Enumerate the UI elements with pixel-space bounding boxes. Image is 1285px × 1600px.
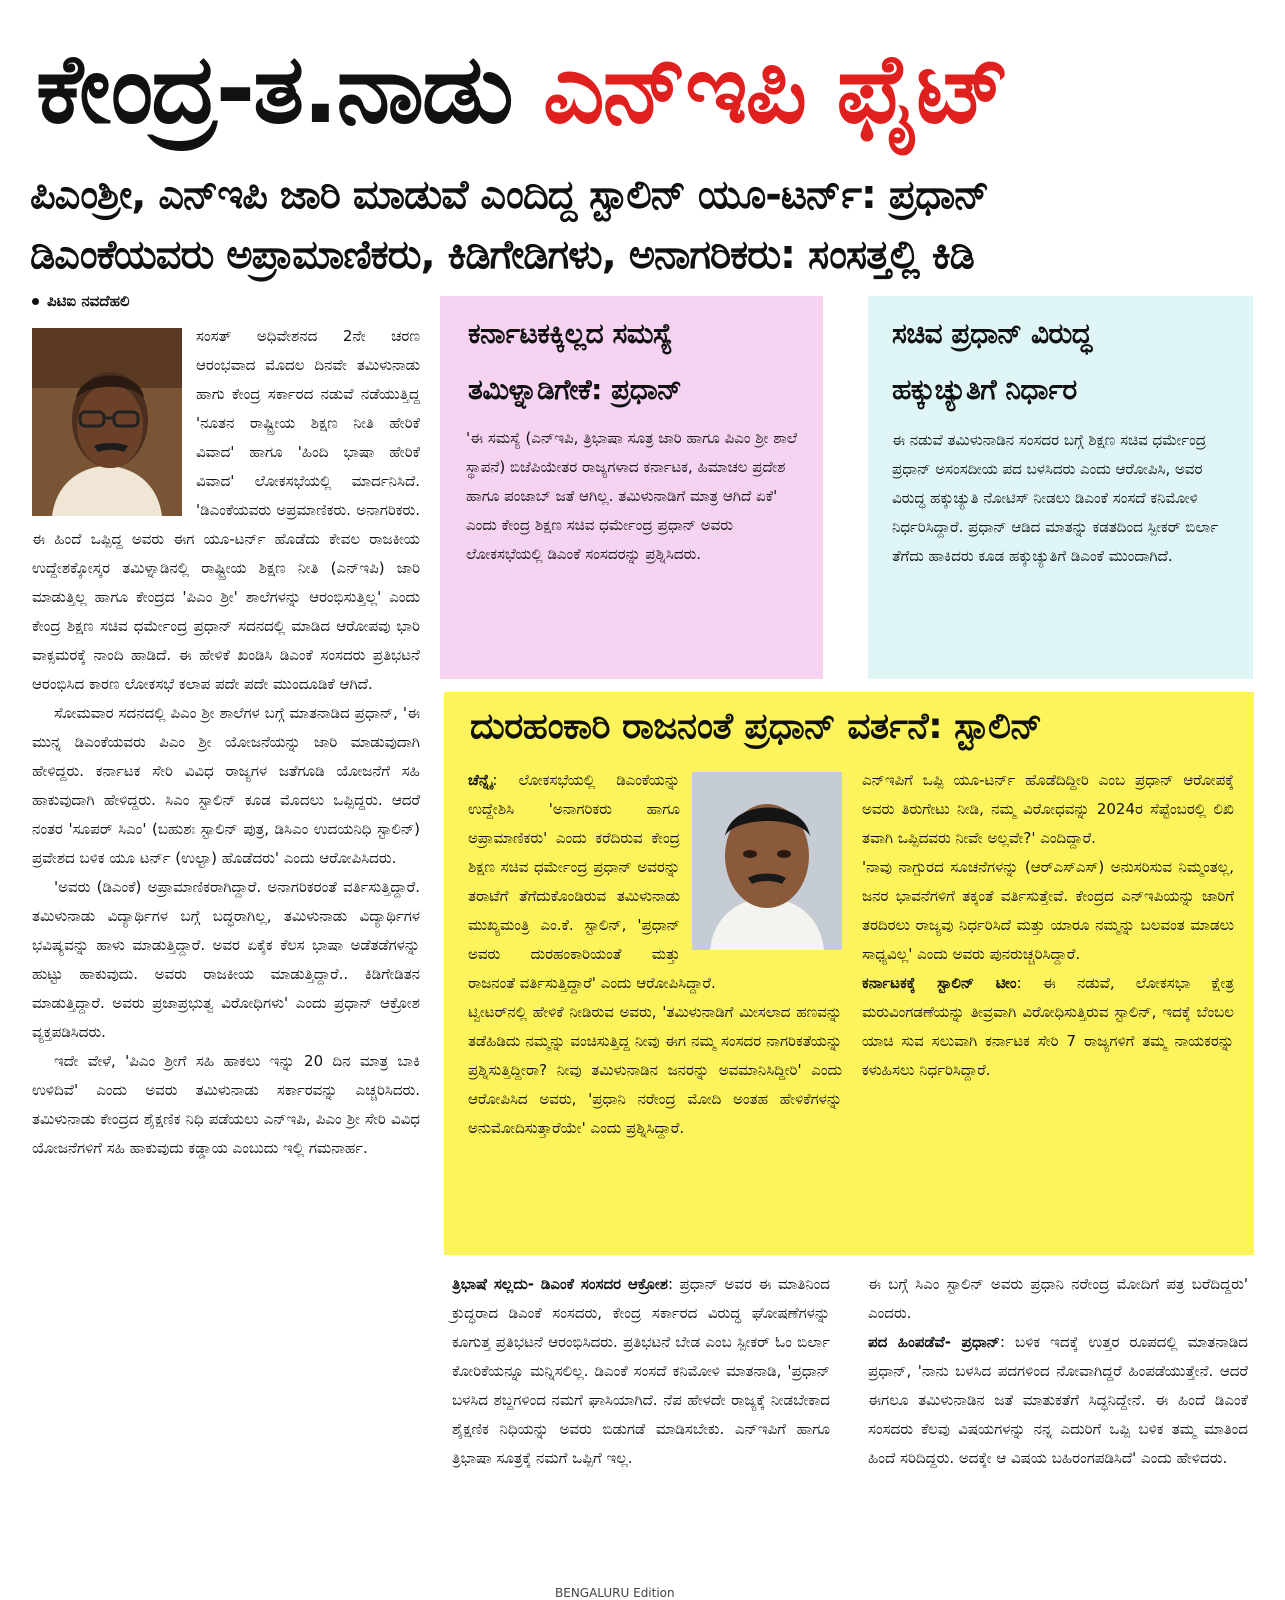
cyan-title-line-1: ಸಚಿವ ಪ್ರಧಾನ್ ವಿರುದ್ಧ bbox=[892, 317, 1092, 350]
yellow-left-column bbox=[468, 766, 842, 1143]
headline-black: ಕೇಂದ್ರ-ತ.ನಾಡು bbox=[36, 33, 512, 145]
bottom-right-paragraph-2 bbox=[868, 1328, 1248, 1473]
edition-footer: BENGALURU Edition bbox=[555, 1586, 675, 1600]
bullet-icon bbox=[32, 298, 39, 305]
bottom-middle-kicker: ತ್ರಿಭಾಷೆ ಸಲ್ಲದು- ಡಿಎಂಕೆ ಸಂಸದರ ಆಕ್ರೋಶ bbox=[452, 1275, 669, 1293]
dateline bbox=[32, 292, 130, 310]
dateline-text: ಪಿಟಿಐ ನವದೆಹಲಿ bbox=[47, 292, 130, 310]
cyan-title-line-2: ಹಕ್ಕುಚ್ಯುತಿಗೆ ನಿರ್ಧಾರ bbox=[892, 373, 1077, 406]
pink-box-title bbox=[440, 296, 823, 418]
left-paragraph-2: ಸೋಮವಾರ ಸದನದಲ್ಲಿ ಪಿಎಂ ಶ್ರೀ ಶಾಲೆಗಳ ಬಗ್ಗೆ ಮಾತನಾಡಿದ ಪ್ರಧಾನ್, 'ಈ ಮುನ್ನ ಡಿಎಂಕೆಯವರು ಪಿಎಂ ಶ್ರೀ ಯೋಜನೆಯನ್ನು ಜಾರಿ ಮಾಡುವುದಾಗಿ ಹೇಳಿದ್ದರು. ಕರ್ನಾಟಕ ಸೇರಿ ವಿವಿಧ ರಾಜ್ಯಗಳ ಜತೆಗೂಡಿ ಯೋಜನೆಗೆ ಸಹಿ ಹಾಕುವುದಾಗಿ ಹೇಳಿದ್ದರು. ಸಿಎಂ ಸ್ಟಾಲಿನ್ ಕೂಡ ಮೊದಲು ಒಪ್ಪಿದ್ದರು. ಆದರೆ ನಂತರ 'ಸೂಪರ್ ಸಿಎಂ' (ಬಹುಶಃ ಸ್ಟಾಲಿನ್ ಪುತ್ರ, ಡಿಸಿಎಂ ಉದಯನಿಧಿ ಸ್ಟಾಲಿನ್) ಪ್ರವೇಶದ ಬಳಿಕ ಯೂ ಟರ್ನ್ (ಉಲ್ಟಾ) ಹೊಡೆದರು' ಎಂದು ಆರೋಪಿಸಿದರು. bbox=[32, 704, 420, 867]
left-paragraph-4: ಇದೇ ವೇಳೆ, 'ಪಿಎಂ ಶ್ರೀಗೆ ಸಹಿ ಹಾಕಲು ಇನ್ನು 20 ದಿನ ಮಾತ್ರ ಬಾಕಿ ಉಳಿದಿವೆ' ಎಂದು ಅವರು ತಮಿಳುನಾಡು ಸರ್ಕಾರವನ್ನು ಎಚ್ಚರಿಸಿದರು. ತಮಿಳುನಾಡು ಕೇಂದ್ರದ ಶೈಕ್ಷಣಿಕ ನಿಧಿ ಪಡೆಯಲು ಎನ್‌ಇಪಿ, ಪಿಎಂ ಶ್ರೀ ಸೇರಿ ವಿವಿಧ ಯೋಜನೆಗಳಿಗೆ ಸಹಿ ಹಾಕುವುದು ಕಡ್ಡಾಯ ಎಂಬುದು ಇಲ್ಲಿ ಗಮನಾರ್ಹ. bbox=[32, 1052, 420, 1157]
bottom-right-paragraph-1: ಈ ಬಗ್ಗೆ ಸಿಎಂ ಸ್ಟಾಲಿನ್ ಅವರು ಪ್ರಧಾನಿ ನರೇಂದ್ರ ಮೋದಿಗೆ ಪತ್ರ ಬರೆದಿದ್ದರು' ಎಂದರು. bbox=[868, 1275, 1248, 1322]
bottom-right-text: : ಬಳಿಕ ಇದಕ್ಕೆ ಉತ್ತರ ರೂಪದಲ್ಲಿ ಮಾತನಾಡಿದ ಪ್ರಧಾನ್, 'ನಾನು ಬಳಸಿದ ಪದಗಳಿಂದ ನೋವಾಗಿದ್ದರೆ ಹಿಂಪಡೆಯುತ್ತೇನೆ. ಆದರೆ ಈಗಲೂ ತಮಿಳುನಾಡಿನ ಜತೆ ಮಾತುಕತೆಗೆ ಸಿದ್ಧನಿದ್ದೇನೆ. ಈ ಹಿಂದೆ ಡಿಎಂಕೆ ಸಂಸದರು ಕೆಲವು ವಿಷಯಗಳನ್ನು ನನ್ನ ಎದುರಿಗೆ ಒಪ್ಪಿ ಬಳಿಕ ತಮ್ಮ ಮಾತಿಂದ ಹಿಂದೆ ಸರಿದಿದ್ದರು. ಅದಕ್ಕೇ ಆ ವಿಷಯ ಬಹಿರಂಗಪಡಿಸಿದೆ' ಎಂದು ಹೇಳಿದರು. bbox=[868, 1333, 1248, 1467]
yellow-dateline: ಚೆನ್ನೈ bbox=[468, 771, 493, 789]
bottom-middle-text: : ಪ್ರಧಾನ್ ಅವರ ಈ ಮಾತಿನಿಂದ ಕ್ರುದ್ಧರಾದ ಡಿಎಂಕೆ ಸಂಸದರು, ಕೇಂದ್ರ ಸರ್ಕಾರದ ವಿರುದ್ಧ ಘೋಷಣೆಗಳನ್ನು ಕೂಗುತ್ತ ಪ್ರತಿಭಟನೆ ಆರಂಭಿಸಿದರು. ಪ್ರತಿಭಟನೆ ಬೇಡ ಎಂಬ ಸ್ಪೀಕರ್ ಓಂ ಬಿರ್ಲಾ ಕೋರಿಕೆಯನ್ನೂ ಮನ್ನಿಸಲಿಲ್ಲ. ಡಿಎಂಕೆ ಸಂಸದೆ ಕನಿಮೋಳಿ ಮಾತನಾಡಿ, 'ಪ್ರಧಾನ್ ಬಳಸಿದ ಶಬ್ದಗಳಿಂದ ನಮಗೆ ಘಾಸಿಯಾಗಿದೆ. ನೆಪ ಹೇಳದೇ ರಾಜ್ಯಕ್ಕೆ ನೀಡಬೇಕಾದ ಶೈಕ್ಷಣಿಕ ನಿಧಿಯನ್ನು ಅವರು ಬಿಡುಗಡೆ ಮಾಡಿಸಬೇಕು. ಎನ್‌ಇಪಿಗೆ ಹಾಗೂ ತ್ರಿಭಾಷಾ ಸೂತ್ರಕ್ಕೆ ನಮಗೆ ಒಪ್ಪಿಗೆ ಇಲ್ಲ. bbox=[452, 1275, 830, 1467]
yellow-feature-box bbox=[444, 692, 1254, 1255]
bottom-middle-column bbox=[452, 1270, 830, 1473]
subheadline-1: ಪಿಎಂಶ್ರೀ, ಎನ್‌ಇಪಿ ಜಾರಿ ಮಾಡುವೆ ಎಂದಿದ್ದ ಸ್ಟಾಲಿನ್ ಯೂ-ಟರ್ನ್: ಪ್ರಧಾನ್ bbox=[30, 172, 989, 218]
pink-box-body: 'ಈ ಸಮಸ್ಯೆ (ಎನ್‌ಇಪಿ, ತ್ರಿಭಾಷಾ ಸೂತ್ರ ಜಾರಿ ಹಾಗೂ ಪಿಎಂ ಶ್ರೀ ಶಾಲೆ ಸ್ಥಾಪನೆ) ಬಿಜೆಪಿಯೇತರ ರಾಜ್ಯಗಳಾದ ಕರ್ನಾಟಕ, ಹಿಮಾಚಲ ಪ್ರದೇಶ ಹಾಗೂ ಪಂಜಾಬ್ ಜತೆ ಆಗಿಲ್ಲ. ತಮಿಳುನಾಡಿಗೆ ಮಾತ್ರ ಆಗಿದೆ ಏಕೆ' ಎಂದು ಕೇಂದ್ರ ಶಿಕ್ಷಣ ಸಚಿವ ಧರ್ಮೇಂದ್ರ ಪ್ರಧಾನ್ ಅವರು ಲೋಕಸಭೆಯಲ್ಲಿ ಡಿಎಂಕೆ ಸಂಸದರನ್ನು ಪ್ರಶ್ನಿಸಿದರು. bbox=[466, 429, 798, 563]
yellow-right-paragraph-1: ಎನ್‌ಇಪಿಗೆ ಒಪ್ಪಿ ಯೂ-ಟರ್ನ್ ಹೊಡೆದಿದ್ದೀರಿ ಎಂಬ ಪ್ರಧಾನ್ ಆರೋಪಕ್ಕೆ ಅವರು ತಿರುಗೇಟು ನೀಡಿ, ನಮ್ಮ ವಿರೋಧವನ್ನು 2024ರ ಸೆಪ್ಟೆಂಬರಲ್ಲಿ ಲಿಖಿ ತವಾಗಿ ಒಪ್ಪಿದವರು ನೀವೇ ಅಲ್ಲವೇ?' ಎಂದಿದ್ದಾರೆ. bbox=[862, 771, 1234, 847]
person-portrait-icon bbox=[32, 328, 182, 516]
headline-red: ಎನ್‌ಇಪಿ ಫೈಟ್ bbox=[543, 33, 1008, 145]
yellow-left-text-1: : ಲೋಕಸಭೆಯಲ್ಲಿ ಡಿಎಂಕೆಯನ್ನು ಉದ್ದೇಶಿಸಿ 'ಅನಾಗರಿಕರು ಹಾಗೂ ಅಪ್ರಾಮಾಣಿಕರು' ಎಂದು ಕರೆದಿರುವ ಕೇಂದ್ರ ಶಿಕ್ಷಣ ಸಚಿವ ಧರ್ಮೇಂದ್ರ ಪ್ರಧಾನ್ ಅವರನ್ನು ತರಾಟೆಗೆ ತೆಗೆದುಕೊಂಡಿರುವ ತಮಿಳುನಾಡು ಮುಖ್ಯಮಂತ್ರಿ ಎಂ.ಕೆ. ಸ್ಟಾಲಿನ್, 'ಪ್ರಧಾನ್ ಅವರು ದುರಹಂಕಾರಿಯಂತೆ ಮತ್ತು ರಾಜನಂತೆ ವರ್ತಿಸುತ್ತಿದ್ದಾರೆ' ಎಂದು ಆರೋಪಿಸಿದ್ದಾರೆ. bbox=[468, 771, 716, 992]
yellow-right-paragraph-3 bbox=[862, 969, 1234, 1085]
left-paragraph-1: ಸಂಸತ್ ಅಧಿವೇಶನದ 2ನೇ ಚರಣ ಆರಂಭವಾದ ಮೊದಲ ದಿನವೇ ತಮಿಳುನಾಡು ಹಾಗು ಕೇಂದ್ರ ಸರ್ಕಾರದ ನಡುವೆ ನಡೆಯುತ್ತಿದ್ದ 'ನೂತನ ರಾಷ್ಟ್ರೀಯ ಶಿಕ್ಷಣ ನೀತಿ ಹೇರಿಕೆ ವಿವಾದ' ಹಾಗೂ 'ಹಿಂದಿ ಭಾಷಾ ಹೇರಿಕೆ ವಿವಾದ' ಲೋಕಸಭೆಯಲ್ಲಿ ಮಾರ್ದನಿಸಿದೆ. 'ಡಿಎಂಕೆಯವರು ಅಪ್ರಮಾಣಿಕರು. ಅನಾಗರಿಕರು. ಈ ಹಿಂದೆ ಒಪ್ಪಿದ್ದ ಅವರು ಈಗ ಯೂ-ಟರ್ನ್ ಹೊಡೆದು ಕೇವಲ ರಾಜಕೀಯ ಉದ್ದೇಶಕ್ಕೋಸ್ಕರ ತಮಿಳ್ನಾಡಿನಲ್ಲಿ ರಾಷ್ಟ್ರೀಯ ಶಿಕ್ಷಣ ನೀತಿ (ಎನ್‌ಇಪಿ) ಜಾರಿ ಮಾಡುತ್ತಿಲ್ಲ ಹಾಗೂ ಕೇಂದ್ರದ 'ಪಿಎಂ ಶ್ರೀ' ಶಾಲೆಗಳನ್ನು ಆರಂಭಿಸುತ್ತಿಲ್ಲ' ಎಂದು ಕೇಂದ್ರ ಶಿಕ್ಷಣ ಸಚಿವ ಧರ್ಮೇಂದ್ರ ಪ್ರಧಾನ್ ಸದನದಲ್ಲಿ ಮಾಡಿದ ಆರೋಪವು ಭಾರಿ ವಾಕ್ಸಮರಕ್ಕೆ ನಾಂದಿ ಹಾಡಿದೆ. ಈ ಹೇಳಿಕೆ ಖಂಡಿಸಿ ಡಿಎಂಕೆ ಸಂಸದರು ಪ್ರತಿಭಟನೆ ಆರಂಭಿಸಿದ ಕಾರಣ ಲೋಕಸಭೆ ಕಲಾಪ ಪದೇ ಪದೇ ಮುಂದೂಡಿಕೆ ಆಗಿದೆ. bbox=[32, 327, 420, 693]
person-portrait-icon bbox=[692, 772, 842, 950]
pink-title-line-2: ತಮಿಳ್ನಾಡಿಗೇಕೆ: ಪ್ರಧಾನ್ bbox=[468, 373, 682, 406]
left-column bbox=[32, 322, 420, 1163]
yellow-right-text-3: : ಈ ನಡುವೆ, ಲೋಕಸಭಾ ಕ್ಷೇತ್ರ ಮರುವಿಂಗಡಣೆಯನ್ನು ತೀವ್ರವಾಗಿ ವಿರೋಧಿಸುತ್ತಿರುವ ಸ್ಟಾಲಿನ್, ಇದಕ್ಕೆ ಬೆಂಬಲ ಯಾಚಿ ಸುವ ಸಲುವಾಗಿ ಕರ್ನಾಟಕ ಸೇರಿ 7 ರಾಜ್ಯಗಳಿಗೆ ತಮ್ಮ ನಾಯಕರನ್ನು ಕಳುಹಿಸಲು ನಿರ್ಧರಿಸಿದ್ದಾರೆ. bbox=[862, 974, 1234, 1079]
cyan-box-title bbox=[868, 296, 1253, 418]
yellow-right-column bbox=[862, 766, 1234, 1085]
cyan-box-body: ಈ ನಡುವೆ ತಮಿಳುನಾಡಿನ ಸಂಸದರ ಬಗ್ಗೆ ಶಿಕ್ಷಣ ಸಚಿವ ಧರ್ಮೇಂದ್ರ ಪ್ರಧಾನ್ ಅಸಂಸದೀಯ ಪದ ಬಳಸಿದರು ಎಂದು ಆರೋಪಿಸಿ, ಅವರ ವಿರುದ್ಧ ಹಕ್ಕುಚ್ಯುತಿ ನೋಟಿಸ್ ನೀಡಲು ಡಿಎಂಕೆ ಸಂಸದೆ ಕನಿಮೋಳಿ ನಿರ್ಧರಿಸಿದ್ದಾರೆ. ಪ್ರಧಾನ್ ಆಡಿದ ಮಾತನ್ನು ಕಡತದಿಂದ ಸ್ಪೀಕರ್ ಬಿರ್ಲಾ ತೆಗೆದು ಹಾಕಿದರು ಕೂಡ ಹಕ್ಕುಚ್ಯುತಿಗೆ ಡಿಎಂಕೆ ಮುಂದಾಗಿದೆ. bbox=[892, 431, 1219, 565]
pink-sidebar-box bbox=[440, 296, 823, 679]
page-headline bbox=[36, 14, 1256, 164]
bottom-middle-paragraph bbox=[452, 1270, 830, 1473]
bottom-right-column bbox=[868, 1270, 1248, 1473]
stalin-photo bbox=[692, 772, 842, 950]
yellow-right-paragraph-2: 'ನಾವು ನಾಗ್ಪುರದ ಸೂಚನೆಗಳನ್ನು (ಆರ್‌ಎಸ್‌ಎಸ್) ಅನುಸರಿಸುವ ನಿಮ್ಮಂತಲ್ಲ, ಜನರ ಭಾವನೆಗಳಿಗೆ ತಕ್ಕಂತೆ ವರ್ತಿಸುತ್ತೇವೆ. ಕೇಂದ್ರದ ಎನ್‌ಇಪಿಯನ್ನು ಜಾರಿಗೆ ತರದಿರಲು ರಾಜ್ಯವು ನಿರ್ಧರಿಸಿದೆ ಮತ್ತು ಯಾರೂ ನಮ್ಮನ್ನು ಬಲವಂತ ಮಾಡಲು ಸಾಧ್ಯವಿಲ್ಲ' ಎಂದು ಅವರು ಪುನರುಚ್ಚರಿಸಿದ್ದಾರೆ. bbox=[862, 858, 1234, 963]
pink-title-line-1: ಕರ್ನಾಟಕಕ್ಕಿಲ್ಲದ ಸಮಸ್ಯೆ bbox=[468, 317, 673, 350]
yellow-left-paragraph-2: ಟ್ವೀಟರ್‌ನಲ್ಲಿ ಹೇಳಿಕೆ ನೀಡಿರುವ ಅವರು, 'ತಮಿಳುನಾಡಿಗೆ ಮೀಸಲಾದ ಹಣವನ್ನು ತಡೆಹಿಡಿದು ನಮ್ಮನ್ನು ವಂಚಿಸುತ್ತಿದ್ದ ನೀವು ಈಗ ನಮ್ಮ ಸಂಸದರ ನಾಗರಿಕತೆಯನ್ನು ಪ್ರಶ್ನಿಸುತ್ತಿದ್ದೀರಾ? ನೀವು ತಮಿಳುನಾಡಿನ ಜನರನ್ನು ಅವಮಾನಿಸಿದ್ದೀರಿ' ಎಂದು ಆರೋಪಿಸಿದ ಅವರು, 'ಪ್ರಧಾನಿ ನರೇಂದ್ರ ಮೋದಿ ಅಂತಹ ಹೇಳಿಕೆಗಳನ್ನು ಅನುಮೋದಿಸುತ್ತಾರೆಯೇ' ಎಂದು ಪ್ರಶ್ನಿಸಿದ್ದಾರೆ. bbox=[468, 1003, 842, 1137]
yellow-box-title: ದುರಹಂಕಾರಿ ರಾಜನಂತೆ ಪ್ರಧಾನ್ ವರ್ತನೆ: ಸ್ಟಾಲಿನ್ bbox=[470, 706, 1042, 747]
left-paragraph-3: 'ಅವರು (ಡಿಎಂಕೆ) ಅಪ್ರಾಮಾಣಿಕರಾಗಿದ್ದಾರೆ. ಅನಾಗರಿಕರಂತೆ ವರ್ತಿಸುತ್ತಿದ್ದಾರೆ. ತಮಿಳುನಾಡು ವಿದ್ಯಾರ್ಥಿಗಳ ಬಗ್ಗೆ ಬದ್ಧರಾಗಿಲ್ಲ, ತಮಿಳುನಾಡು ವಿದ್ಯಾರ್ಥಿಗಳ ಭವಿಷ್ಯವನ್ನು ಹಾಳು ಮಾಡುತ್ತಿದ್ದಾರೆ. ಅವರ ಏಕೈಕ ಕೆಲಸ ಭಾಷಾ ಅಡೆತಡೆಗಳನ್ನು ಹುಟ್ಟು ಹಾಕುವುದು. ಅವರು ರಾಜಕೀಯ ಮಾಡುತ್ತಿದ್ದಾರೆ.. ಕಿಡಿಗೇಡಿತನ ಮಾಡುತ್ತಿದ್ದಾರೆ. ಅವರು ಪ್ರಜಾಪ್ರಭುತ್ವ ವಿರೋಧಿಗಳು' ಎಂದು ಪ್ರಧಾನ್ ಆಕ್ರೋಶ ವ್ಯಕ್ತಪಡಿಸಿದರು. bbox=[32, 878, 420, 1041]
cyan-sidebar-box bbox=[868, 296, 1253, 679]
subheadline-2: ಡಿಎಂಕೆಯವರು ಅಪ್ರಾಮಾಣಿಕರು, ಕಿಡಿಗೇಡಿಗಳು, ಅನಾಗರಿಕರು: ಸಂಸತ್ತಲ್ಲಿ ಕಿಡಿ bbox=[30, 232, 974, 278]
bottom-right-kicker: ಪದ ಹಿಂಪಡೆವೆ- ಪ್ರಧಾನ್ bbox=[868, 1333, 1000, 1351]
minister-photo bbox=[32, 328, 182, 516]
yellow-right-kicker: ಕರ್ನಾಟಕಕ್ಕೆ ಸ್ಟಾಲಿನ್ ಟೀಂ bbox=[862, 974, 1017, 992]
